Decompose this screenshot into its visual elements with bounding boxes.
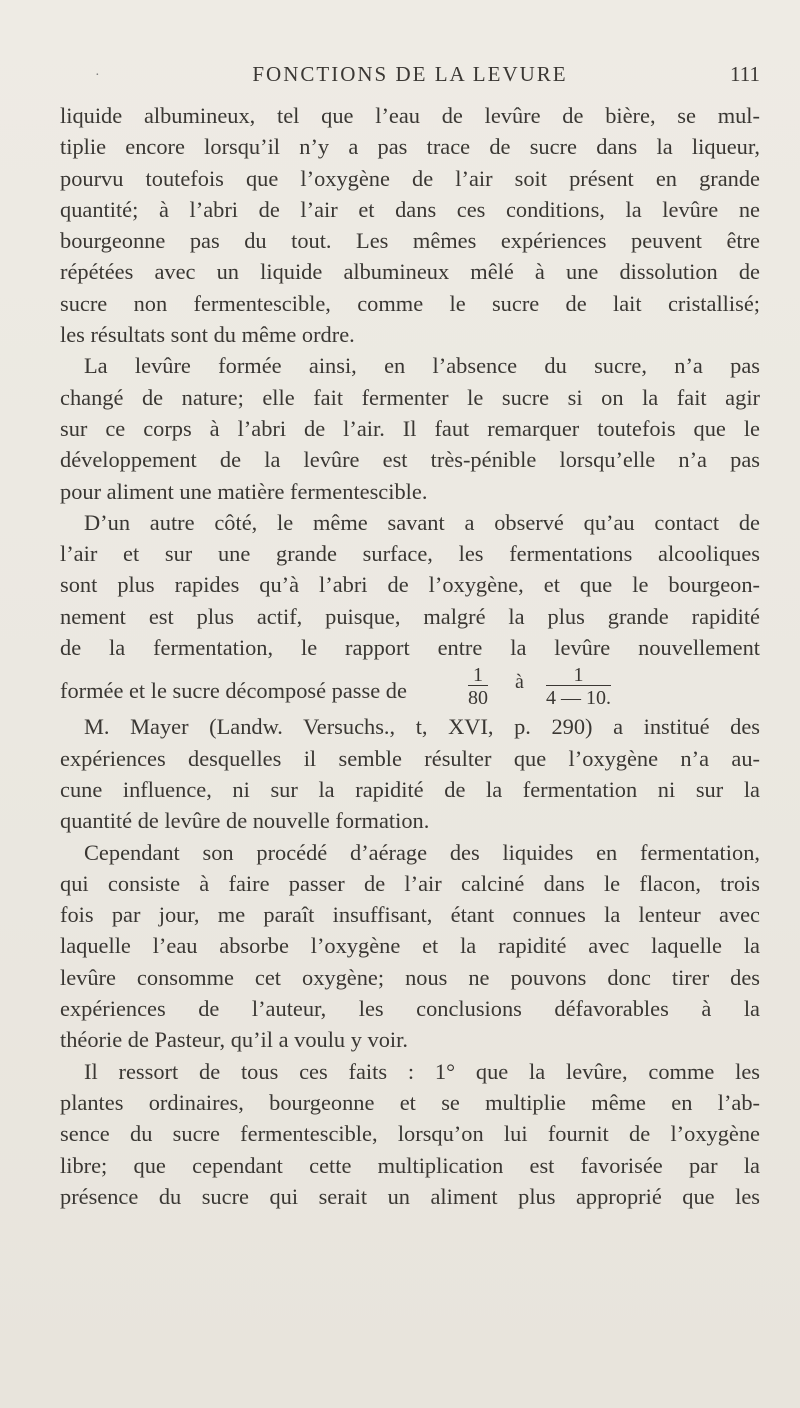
text-line: Cependant son procédé d’aérage des liquides en fermentation,	[84, 839, 760, 865]
text-line: sence du sucre fermentescible, lorsqu’on lui fournit de l’oxygène	[60, 1121, 760, 1147]
text-line: pourvu toutefois que l’oxygène de l’air soit présent en grande	[60, 165, 760, 191]
text-line: quantité de levûre de nouvelle formation.	[60, 808, 430, 834]
fraction-denominator: 4 — 10.	[546, 687, 611, 710]
fraction-line-text: formée et le sucre décomposé passe de	[60, 678, 407, 704]
text-line: bourgeonne pas du tout. Les mêmes expériences peuvent être	[60, 228, 760, 254]
text-line: théorie de Pasteur, qu’il a voulu y voir.	[60, 1027, 408, 1053]
text-line: Il ressort de tous ces faits : 1° que la levûre, comme les	[84, 1058, 760, 1084]
text-line: qui consiste à faire passer de l’air calciné dans le flacon, trois	[60, 870, 760, 896]
text-line: sur ce corps à l’abri de l’air. Il faut remarquer toutefois que le	[60, 415, 760, 441]
text-line: changé de nature; elle fait fermenter le sucre si on la fait agir	[60, 384, 760, 410]
text-line: liquide albumineux, tel que l’eau de levûre de bière, se mul-	[60, 103, 760, 128]
fraction-between: à	[515, 671, 524, 694]
text-line: pour aliment une matière fermentescible.	[60, 478, 428, 504]
text-line: levûre consomme cet oxygène; nous ne pouvons donc tirer des	[60, 964, 760, 990]
text-line: les résultats sont du même ordre.	[60, 322, 355, 348]
text-line: de la fermentation, le rapport entre la levûre nouvellement	[60, 635, 760, 661]
text-line: quantité; à l’abri de l’air et dans ces conditions, la levûre ne	[60, 196, 760, 222]
fraction-denominator: 80	[468, 687, 488, 710]
text-line: La levûre formée ainsi, en l’absence du sucre, n’a pas	[84, 353, 760, 379]
fraction-line	[60, 663, 760, 711]
text-line: expériences de l’auteur, les conclusions défavorables à la	[60, 996, 760, 1022]
text-line: répétées avec un liquide albumineux mêlé à une dissolution de	[60, 259, 760, 285]
text-line: présence du sucre qui serait un aliment plus approprié que les	[60, 1183, 760, 1209]
running-title: FONCTIONS DE LA LEVURE	[252, 62, 568, 86]
text-line: tiplie encore lorsqu’il n’y a pas trace de sucre dans la liqueur,	[60, 134, 760, 160]
text-line: développement de la levûre est très-pénible lorsqu’elle n’a pas	[60, 447, 760, 473]
text-line: plantes ordinaires, bourgeonne et se multiplie même en l’ab-	[60, 1089, 760, 1115]
text-line: expériences desquelles il semble résulter que l’oxygène n’a au-	[60, 745, 760, 771]
text-line: sont plus rapides qu’à l’abri de l’oxygène, et que le bourgeon-	[60, 572, 760, 598]
running-head	[60, 62, 760, 94]
text-line: libre; que cependant cette multiplication est favorisée par la	[60, 1152, 760, 1178]
fraction-one-eightieth	[468, 665, 488, 708]
text-line: laquelle l’eau absorbe l’oxygène et la rapidité avec laquelle la	[60, 933, 760, 959]
fraction-numerator: 1	[468, 665, 488, 686]
text-line: fois par jour, me paraît insuffisant, étant connues la lenteur avec	[60, 902, 760, 928]
body-text	[60, 100, 760, 1212]
text-line: D’un autre côté, le même savant a observé qu’au contact de	[84, 509, 760, 535]
page-number: 111	[730, 62, 760, 86]
fraction-one-fourth-tenth	[546, 665, 611, 708]
text-line: sucre non fermentescible, comme le sucre de lait cristallisé;	[60, 290, 760, 316]
text-line: l’air et sur une grande surface, les fermentations alcooliques	[60, 541, 760, 567]
text-line: nement est plus actif, puisque, malgré la plus grande rapidité	[60, 603, 760, 629]
text-line: M. Mayer (Landw. Versuchs., t, XVI, p. 290) a institué des	[84, 714, 760, 740]
fraction-numerator: 1	[546, 665, 611, 686]
text-line: cune influence, ni sur la rapidité de la fermentation ni sur la	[60, 776, 760, 802]
head-dot: ·	[95, 68, 100, 83]
